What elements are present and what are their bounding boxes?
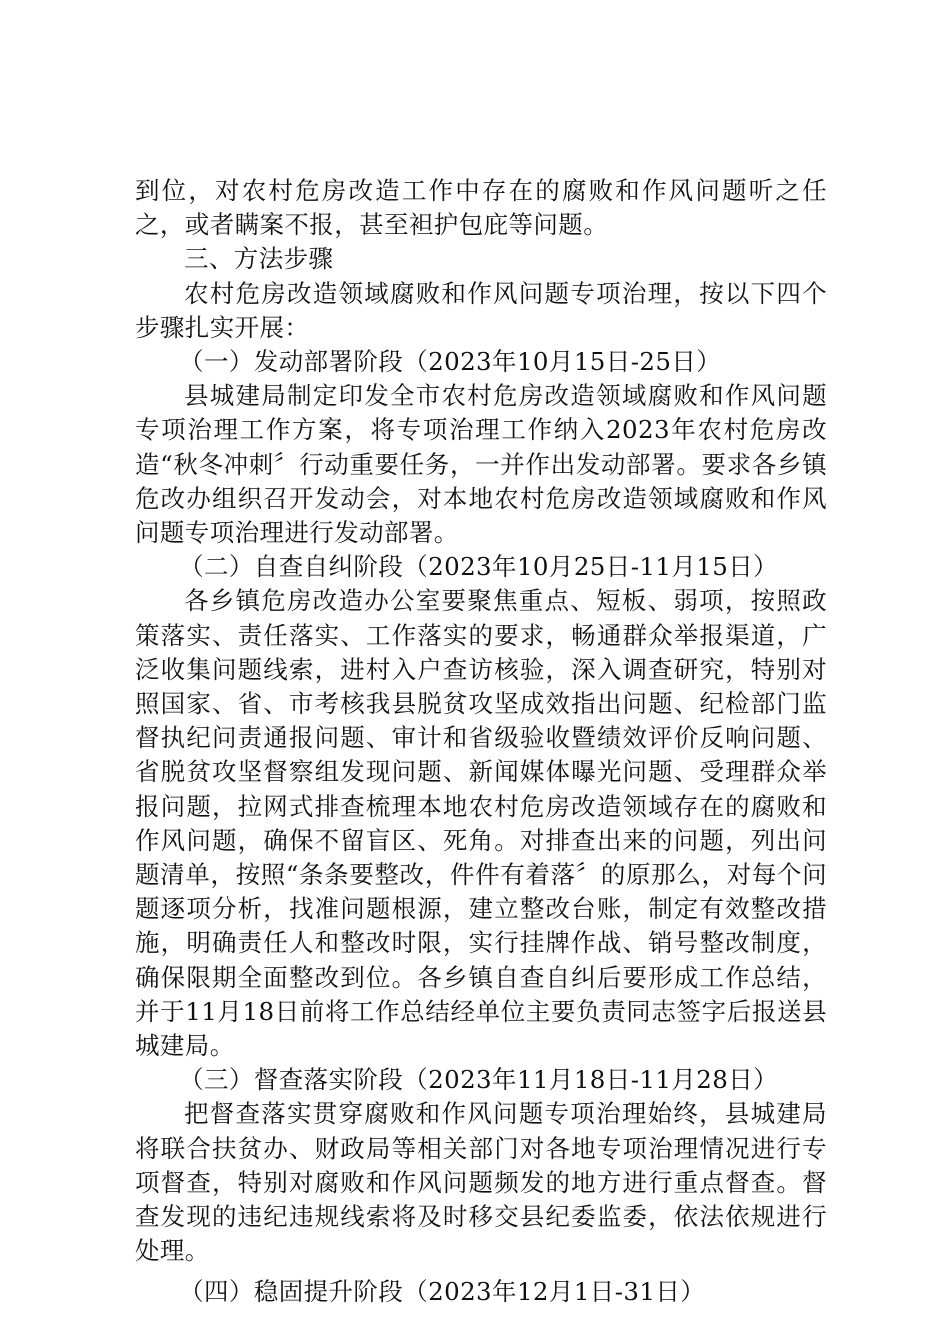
paragraph-step-3: 把督查落实贯穿腐败和作风问题专项治理始终，县城建局将联合扶贫办、财政局等相关部门对各地专项治理情况进行专项督查，特别对腐败和作风问题频发的地方进行重点督查。督查发现的违纪违规线索将及时移交县纪委监委，依法依规进行处理。 bbox=[135, 1099, 827, 1266]
step-heading-3: （三）督查落实阶段（2023年11月18日-11月28日） bbox=[179, 1065, 779, 1095]
paragraph-step-2: 各乡镇危房改造办公室要聚焦重点、短板、弱项，按照政策落实、责任落实、工作落实的要求，畅通群众举报渠道，广泛收集问题线索，进村入户查访核验，深入调查研究，特别对照国家、省、市考核我县脱贫攻坚成效指出问题、纪检部门监督执纪问责通报问题、审计和省级验收暨绩效评价反响问题、省脱贫攻坚督察组发现问题、新闻媒体曝光问题、受理群众举报问题，拉网式排查梳理本地农村危房改造领域存在的腐败和作风问题，确保不留盲区、死角。对排查出来的问题，列出问题清单，按照“条条要整改，件件有着落〞的原那么，对每个问题逐项分析，找准问题根源，建立整改台账，制定有效整改措施，明确责任人和整改时限，实行挂牌作战、销号整改制度，确保限期全面整改到位。各乡镇自查自纠后要形成工作总结，并于11月18日前将工作总结经单位主要负责同志签字后报送县城建局。 bbox=[135, 586, 827, 1061]
document-body bbox=[135, 174, 827, 1309]
step-heading-4: （四）稳固提升阶段（2023年12月1日-31日） bbox=[179, 1276, 706, 1306]
section-heading-methods: 三、方法步骤 bbox=[184, 244, 334, 274]
paragraph-step-1: 县城建局制定印发全市农村危房改造领域腐败和作风问题专项治理工作方案，将专项治理工作纳入2023年农村危房改造“秋冬冲刺〞行动重要任务，一并作出发动部署。要求各乡镇危改办组织召开发动会，对本地农村危房改造领域腐败和作风问题专项治理进行发动部署。 bbox=[135, 381, 827, 548]
paragraph-continuation: 到位，对农村危房改造工作中存在的腐败和作风问题听之任之，或者瞒案不报，甚至袒护包庇等问题。 bbox=[135, 176, 827, 240]
step-heading-2: （二）自查自纠阶段（2023年10月25日-11月15日） bbox=[179, 552, 779, 582]
paragraph-intro: 农村危房改造领域腐败和作风问题专项治理，按以下四个步骤扎实开展： bbox=[135, 278, 827, 342]
step-heading-1: （一）发动部署阶段（2023年10月15日-25日） bbox=[179, 347, 722, 377]
